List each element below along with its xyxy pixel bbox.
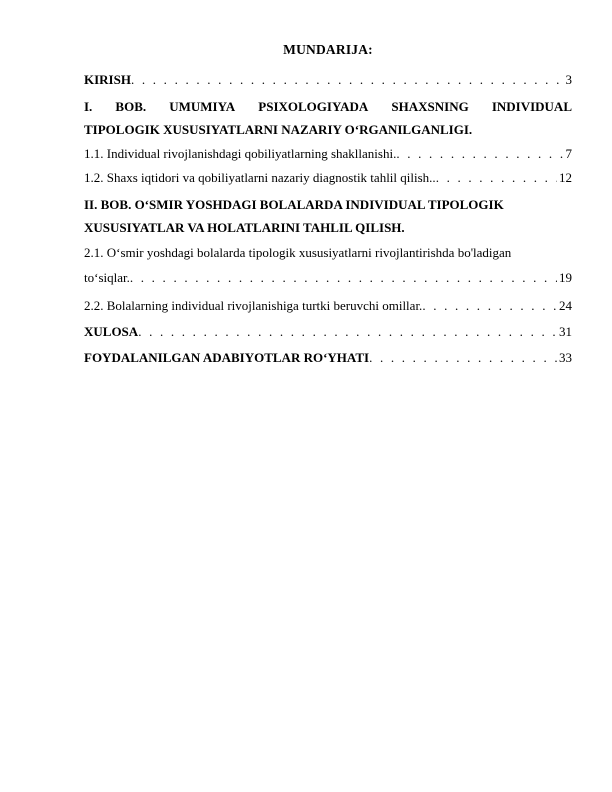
- heading-word: INDIVIDUAL: [491, 99, 572, 114]
- toc-leader-dots: [138, 324, 557, 340]
- toc-entry-1-1: [84, 146, 572, 162]
- toc-chapter-1-heading-line1: [84, 99, 572, 115]
- toc-entry-label: to‘siqlar.: [84, 270, 130, 285]
- toc-entry-1-2: [84, 170, 572, 186]
- toc-entry-xulosa: [84, 324, 572, 340]
- toc-entry-label: 2.2. Bolalarning individual rivojlanishiga turtki beruvchi omillar.: [84, 298, 423, 313]
- heading-word: UMUMIYA: [169, 99, 236, 114]
- toc-entry-2-1: [84, 270, 572, 286]
- toc-entry-label: 1.2. Shaxs iqtidori va qobiliyatlarni nazariy diagnostik tahlil qilish..: [84, 170, 436, 185]
- toc-entry-2-1-line1: 2.1. O‘smir yoshdagi bolalarda tipologik xususiyatlarni rivojlantirishda bo'ladigan: [84, 245, 512, 260]
- heading-word: BOB.: [115, 99, 147, 114]
- toc-page-number: 24: [559, 298, 572, 313]
- toc-entry-kirish: [84, 72, 572, 88]
- toc-entry-label: KIRISH: [84, 72, 131, 87]
- toc-leader-dots: [422, 298, 557, 314]
- toc-entry-label: FOYDALANILGAN ADABIYOTLAR RO‘YHATI: [84, 350, 370, 365]
- heading-word: SHAXSNING: [391, 99, 469, 114]
- toc-page-number: 7: [565, 146, 572, 161]
- toc-page-number: 19: [559, 270, 572, 285]
- toc-chapter-1-heading-line2: TIPOLOGIK XUSUSIYATLARNI NAZARIY O‘RGANILGANLIGI.: [84, 122, 473, 137]
- heading-word: PSIXOLOGIYADA: [258, 99, 369, 114]
- toc-leader-dots: [396, 146, 563, 162]
- toc-entry-bibliography: [84, 350, 572, 366]
- toc-leader-dots: [130, 270, 557, 286]
- toc-chapter-2-heading-line2: XUSUSIYATLAR VA HOLATLARINI TAHLIL QILISH.: [84, 220, 405, 235]
- toc-entry-2-2: [84, 298, 572, 314]
- toc-page-number: 3: [565, 72, 572, 87]
- toc-entry-label: XULOSA: [84, 324, 139, 339]
- toc-page-number: 31: [559, 324, 572, 339]
- toc-leader-dots: [436, 170, 557, 186]
- toc-chapter-2-heading-line1: II. BOB. O‘SMIR YOSHDAGI BOLALARDA INDIVIDUAL TIPOLOGIK: [84, 197, 504, 212]
- toc-leader-dots: [131, 72, 564, 88]
- toc-entry-label: 1.1. Individual rivojlanishdagi qobiliyatlarning shakllanishi.: [84, 146, 397, 161]
- toc-page-number: 12: [559, 170, 572, 185]
- toc-page-number: 33: [559, 350, 572, 365]
- toc-leader-dots: [369, 350, 557, 366]
- heading-word: I.: [84, 99, 93, 114]
- toc-title: MUNDARIJA:: [283, 42, 373, 57]
